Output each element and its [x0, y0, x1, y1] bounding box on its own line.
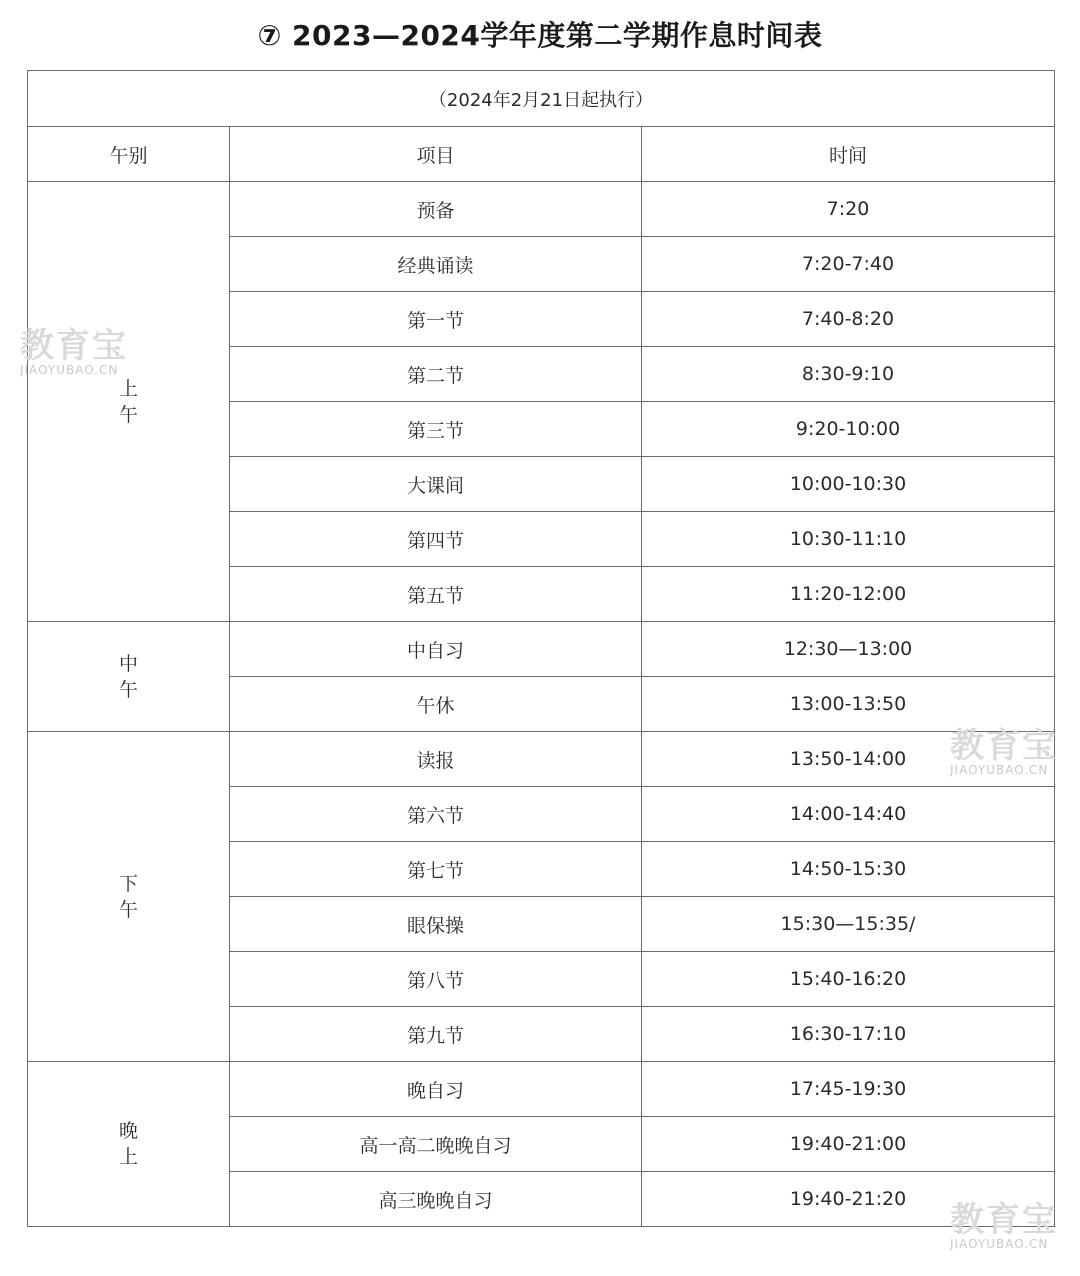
period-char: 午	[118, 898, 138, 921]
time-cell: 9:20-10:00	[642, 402, 1055, 457]
watermark-domain-text: JIAOYUBAO.CN	[20, 363, 119, 377]
header-item: 项目	[230, 127, 642, 182]
period-noon	[28, 622, 230, 732]
item-cell: 第九节	[230, 1007, 642, 1062]
item-cell: 第六节	[230, 787, 642, 842]
period-morning	[28, 182, 230, 622]
item-cell: 晚自习	[230, 1062, 642, 1117]
time-cell: 17:45-19:30	[642, 1062, 1055, 1117]
period-char: 上	[118, 1146, 138, 1168]
time-cell: 10:00-10:30	[642, 457, 1055, 512]
table-row	[28, 622, 1055, 677]
period-char: 晚	[118, 1120, 138, 1142]
period-char: 中	[118, 652, 138, 675]
item-cell: 第八节	[230, 952, 642, 1007]
schedule-table	[27, 70, 1055, 1227]
item-cell: 午休	[230, 677, 642, 732]
item-cell: 第五节	[230, 567, 642, 622]
table-row	[28, 1062, 1055, 1117]
note-row	[28, 71, 1055, 127]
item-cell: 高三晚晚自习	[230, 1172, 642, 1227]
item-cell: 大课间	[230, 457, 642, 512]
item-cell: 中自习	[230, 622, 642, 677]
effective-date-note: （2024年2月21日起执行）	[28, 71, 1055, 127]
header-time: 时间	[642, 127, 1055, 182]
time-cell: 15:40-16:20	[642, 952, 1055, 1007]
watermark-logo-text: 教育宝	[950, 1200, 1058, 1240]
period-evening	[28, 1062, 230, 1227]
time-cell: 7:20	[642, 182, 1055, 237]
item-cell: 经典诵读	[230, 237, 642, 292]
table-row	[28, 182, 1055, 237]
period-char: 下	[118, 872, 138, 895]
period-afternoon	[28, 732, 230, 1062]
item-cell: 第七节	[230, 842, 642, 897]
time-cell: 11:20-12:00	[642, 567, 1055, 622]
item-cell: 高一高二晚晚自习	[230, 1117, 642, 1172]
item-cell: 第二节	[230, 347, 642, 402]
watermark-domain-text: JIAOYUBAO.CN	[950, 1237, 1049, 1251]
time-cell: 15:30—15:35/	[642, 897, 1055, 952]
time-cell: 8:30-9:10	[642, 347, 1055, 402]
time-cell: 13:50-14:00	[642, 732, 1055, 787]
header-period: 午别	[28, 127, 230, 182]
time-cell: 14:50-15:30	[642, 842, 1055, 897]
time-cell: 16:30-17:10	[642, 1007, 1055, 1062]
watermark-logo-text: 教育宝	[20, 326, 128, 366]
item-cell: 第四节	[230, 512, 642, 567]
item-cell: 预备	[230, 182, 642, 237]
period-char: 午	[118, 678, 138, 701]
time-cell: 7:40-8:20	[642, 292, 1055, 347]
time-cell: 12:30—13:00	[642, 622, 1055, 677]
period-char: 上	[118, 377, 138, 400]
item-cell: 第一节	[230, 292, 642, 347]
time-cell: 14:00-14:40	[642, 787, 1055, 842]
page-title: ⑦ 2023—2024学年度第二学期作息时间表	[257, 19, 823, 52]
time-cell: 10:30-11:10	[642, 512, 1055, 567]
table-row	[28, 732, 1055, 787]
time-cell: 19:40-21:00	[642, 1117, 1055, 1172]
item-cell: 读报	[230, 732, 642, 787]
header-row	[28, 127, 1055, 182]
time-cell: 19:40-21:20	[642, 1172, 1055, 1227]
watermark-domain-text: JIAOYUBAO.CN	[950, 763, 1049, 777]
item-cell: 第三节	[230, 402, 642, 457]
period-char: 午	[118, 403, 138, 426]
watermark-logo-text: 教育宝	[950, 726, 1058, 766]
time-cell: 7:20-7:40	[642, 237, 1055, 292]
item-cell: 眼保操	[230, 897, 642, 952]
time-cell: 13:00-13:50	[642, 677, 1055, 732]
